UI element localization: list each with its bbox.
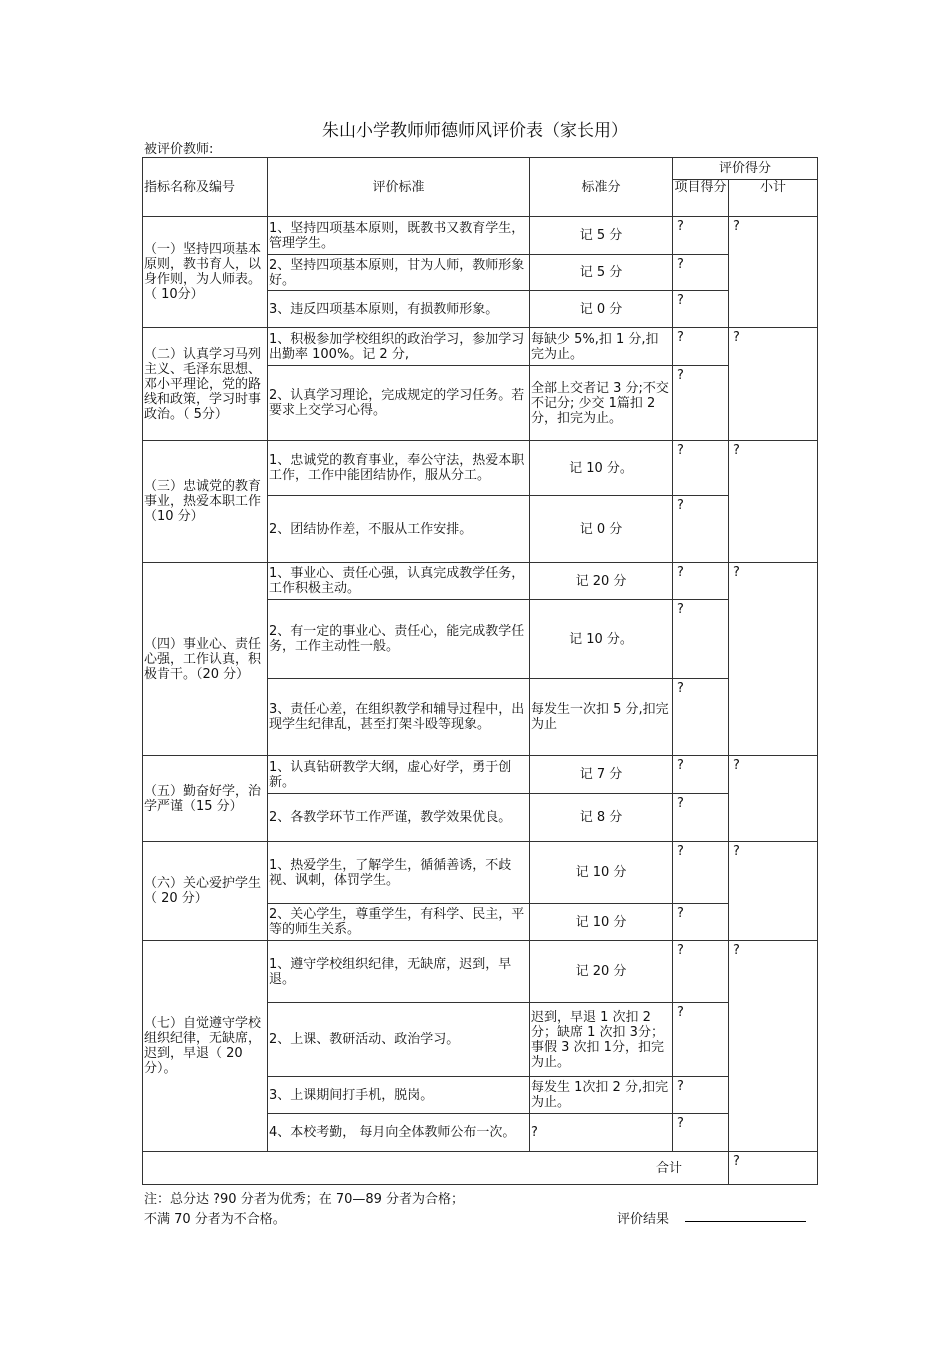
item-score-field[interactable]: ?: [673, 291, 729, 328]
evaluation-result-field[interactable]: [685, 1221, 806, 1222]
table-row: [143, 441, 818, 496]
standard-score: 每发生一次扣 5 分,扣完为止: [530, 679, 673, 756]
standard-score: 记 20 分: [530, 941, 673, 1003]
header-criteria: 评价标准: [268, 158, 530, 217]
criterion-text: 2、坚持四项基本原则，甘为人师，教师形象好。: [268, 255, 530, 291]
item-score-field[interactable]: ?: [673, 217, 729, 255]
item-score-field[interactable]: ?: [673, 1003, 729, 1077]
table-row: [143, 563, 818, 600]
indicator-name: （五）勤奋好学，治学严谨（15 分）: [143, 756, 268, 842]
standard-score: 记 20 分: [530, 563, 673, 600]
standard-score: 全部上交者记 3 分;不交不记分; 少交 1篇扣 2 分，扣完为止。: [530, 366, 673, 441]
standard-score: ?: [530, 1114, 673, 1152]
table-row: [143, 756, 818, 794]
standard-score: 记 5 分: [530, 255, 673, 291]
header-score-group: 评价得分: [673, 158, 818, 180]
total-score-field[interactable]: ?: [729, 1152, 818, 1185]
standard-score: 记 10 分: [530, 904, 673, 941]
indicator-name: （七）自觉遵守学校组织纪律，无缺席，迟到，早退（ 20 分）。: [143, 941, 268, 1152]
criterion-text: 1、积极参加学校组织的政治学习，参加学习出勤率 100%。记 2 分,: [268, 328, 530, 366]
indicator-name: （四）事业心、责任心强，工作认真，积极肯干。（20 分）: [143, 563, 268, 756]
standard-score: 迟到，早退 1 次扣 2分；缺席 1 次扣 3分；事假 3 次扣 1分，扣完为止。: [530, 1003, 673, 1077]
item-score-field[interactable]: ?: [673, 563, 729, 600]
subtotal-field[interactable]: ?: [729, 756, 818, 842]
header-subtotal: 小计: [729, 180, 818, 217]
header-standard: 标准分: [530, 158, 673, 217]
standard-score: 记 0 分: [530, 496, 673, 563]
header-item-score: 项目得分: [673, 180, 729, 217]
item-score-field[interactable]: ?: [673, 366, 729, 441]
criterion-text: 4、本校考勤， 每月向全体教师公布一次。: [268, 1114, 530, 1152]
subtotal-field[interactable]: ?: [729, 842, 818, 941]
standard-score: 记 8 分: [530, 794, 673, 842]
standard-score: 记 10 分。: [530, 441, 673, 496]
standard-score: 记 0 分: [530, 291, 673, 328]
item-score-field[interactable]: ?: [673, 600, 729, 679]
criterion-text: 2、团结协作差，不服从工作安排。: [268, 496, 530, 563]
criterion-text: 3、上课期间打手机，脱岗。: [268, 1077, 530, 1114]
indicator-name: （六）关心爱护学生（ 20 分）: [143, 842, 268, 941]
indicator-name: （一）坚持四项基本原则，教书育人，以身作则，为人师表。（ 10分）: [143, 217, 268, 328]
item-score-field[interactable]: ?: [673, 1114, 729, 1152]
criterion-text: 2、上课、教研活动、政治学习。: [268, 1003, 530, 1077]
standard-score: 每发生 1次扣 2 分,扣完为止。: [530, 1077, 673, 1114]
table-row: [143, 842, 818, 904]
grading-note: 注：总分达 ?90 分者为优秀；在 70—89 分者为合格；: [144, 1192, 465, 1207]
standard-score: 记 5 分: [530, 217, 673, 255]
item-score-field[interactable]: ?: [673, 794, 729, 842]
subtotal-field[interactable]: ?: [729, 941, 818, 1152]
criterion-text: 1、忠诚党的教育事业，奉公守法，热爱本职工作，工作中能团结协作，服从分工。: [268, 441, 530, 496]
item-score-field[interactable]: ?: [673, 441, 729, 496]
subtotal-field[interactable]: ?: [729, 328, 818, 441]
subtotal-field[interactable]: ?: [729, 441, 818, 563]
criterion-text: 1、认真钻研教学大纲，虚心好学，勇于创新。: [268, 756, 530, 794]
criterion-text: 1、热爱学生，了解学生，循循善诱，不歧视、讽刺，体罚学生。: [268, 842, 530, 904]
item-score-field[interactable]: ?: [673, 328, 729, 366]
criterion-text: 2、各教学环节工作严谨，教学效果优良。: [268, 794, 530, 842]
standard-score: 记 10 分: [530, 842, 673, 904]
criterion-text: 2、认真学习理论，完成规定的学习任务。若要求上交学习心得。: [268, 366, 530, 441]
standard-score: 记 7 分: [530, 756, 673, 794]
evaluation-table: [142, 157, 818, 1185]
item-score-field[interactable]: ?: [673, 255, 729, 291]
standard-score: 每缺少 5%,扣 1 分,扣完为止。: [530, 328, 673, 366]
indicator-name: （三）忠诚党的教育事业，热爱本职工作（10 分）: [143, 441, 268, 563]
item-score-field[interactable]: ?: [673, 842, 729, 904]
table-row: [143, 328, 818, 366]
item-score-field[interactable]: ?: [673, 679, 729, 756]
item-score-field[interactable]: ?: [673, 496, 729, 563]
subtotal-field[interactable]: ?: [729, 563, 818, 756]
criterion-text: 3、责任心差，在组织教学和辅导过程中，出现学生纪律乱，甚至打架斗殴等现象。: [268, 679, 530, 756]
table-row: [143, 217, 818, 255]
evaluated-teacher-label: 被评价教师:: [144, 142, 214, 157]
item-score-field[interactable]: ?: [673, 1077, 729, 1114]
grading-note-continued: 不满 70 分者为不合格。: [144, 1212, 286, 1227]
criterion-text: 1、遵守学校组织纪律，无缺席，迟到，早退。: [268, 941, 530, 1003]
indicator-name: （二）认真学习马列主义、毛泽东思想、邓小平理论，党的路线和政策，学习时事政治。（ 5分）: [143, 328, 268, 441]
evaluation-result-label: 评价结果: [617, 1212, 670, 1227]
item-score-field[interactable]: ?: [673, 904, 729, 941]
criterion-text: 3、违反四项基本原则，有损教师形象。: [268, 291, 530, 328]
header-indicator: 指标名称及编号: [143, 158, 268, 217]
page-title: 朱山小学教师师德师风评价表（家长用）: [322, 121, 628, 141]
item-score-field[interactable]: ?: [673, 756, 729, 794]
criterion-text: 2、关心学生，尊重学生，有科学、民主，平等的师生关系。: [268, 904, 530, 941]
criterion-text: 1、坚持四项基本原则，既教书又教育学生，管理学生。: [268, 217, 530, 255]
total-label: 合计: [143, 1152, 729, 1185]
criterion-text: 1、事业心、责任心强，认真完成教学任务，工作积极主动。: [268, 563, 530, 600]
standard-score: 记 10 分。: [530, 600, 673, 679]
item-score-field[interactable]: ?: [673, 941, 729, 1003]
criterion-text: 2、有一定的事业心、责任心，能完成教学任务，工作主动性一般。: [268, 600, 530, 679]
subtotal-field[interactable]: ?: [729, 217, 818, 328]
table-row: [143, 941, 818, 1003]
